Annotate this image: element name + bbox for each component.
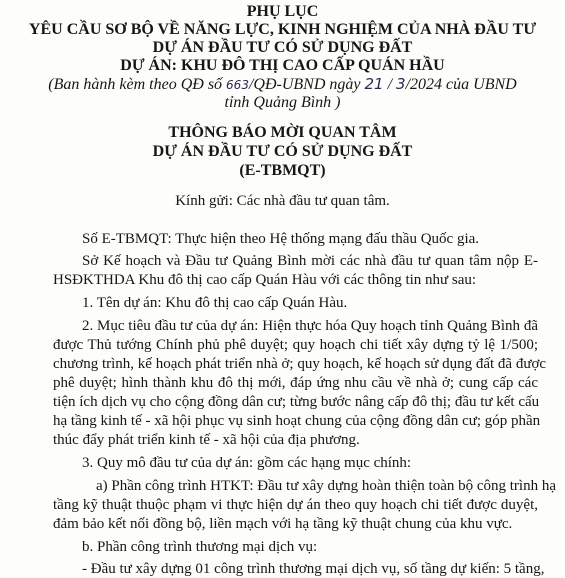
greeting: Kính gửi: Các nhà đầu tư quan tâm. [175, 193, 390, 209]
item-2-line-1: 2. Mục tiêu đầu tư của dự án: Hiện thực hóa Quy hoạch tỉnh Quảng Bình đã [82, 318, 538, 334]
item-3: 3. Quy mô đầu tư của dự án: gồm các hạng mục chính: [82, 455, 412, 471]
item-3a-line-3: đảm bảo kết nối đồng bộ, liền mạch với hạ tầng kỹ thuật chung của khu vực. [53, 516, 513, 532]
item-2-line-3: chương trình, kế hoạch phát triển nhà ở; quy hoạch, kế hoạch sử dụng đất đã được [53, 356, 547, 372]
decision-month: 3 [396, 75, 406, 93]
title-line-2: DỰ ÁN ĐẦU TƯ CÓ SỬ DỤNG ĐẤT [152, 39, 413, 56]
item-2-line-7: thúc đẩy phát triển kinh tế - xã hội của địa phương. [53, 432, 360, 448]
item-2-line-2: được Thủ tướng Chính phủ phê duyệt; quy hoạch chi tiết xây dựng tỷ lệ 1/500; [53, 337, 538, 353]
item-2-line-6: hạ tầng kinh tế - xã hội phục vụ sinh hoạt chung của cộng đồng dân cư; góp phần [53, 413, 541, 429]
attachment-year: /2024 của UBND [405, 76, 517, 93]
intro-line-1: Sở Kế hoạch và Đầu tư Quảng Bình mời các nhà đầu tư quan tâm nộp E- [82, 253, 538, 269]
attachment-prefix: (Ban hành kèm theo QĐ số [48, 76, 227, 93]
item-2-line-4: phê duyệt; hình thành khu đô thị mới, đáp ứng nhu cầu về nhà ở; cung cấp các [53, 375, 538, 391]
notice-title-3: (E-TBMQT) [239, 162, 326, 179]
item-1: 1. Tên dự án: Khu đô thị cao cấp Quán Hàu. [82, 295, 348, 311]
notice-title-1: THÔNG BÁO MỜI QUAN TÂM [168, 124, 397, 141]
attachment-mid: /QĐ-UBND ngày [248, 76, 365, 93]
notice-title-2: DỰ ÁN ĐẦU TƯ CÓ SỬ DỤNG ĐẤT [152, 143, 413, 160]
item-3b-line-1: - Đầu tư xây dựng 01 công trình thương mại dịch vụ, số tầng dự kiến: 5 tầng, [82, 561, 545, 577]
project-line: DỰ ÁN: KHU ĐÔ THỊ CAO CẤP QUÁN HẦU [120, 57, 445, 74]
decision-day: 21 [364, 75, 384, 93]
attachment-line-2: tỉnh Quảng Bình ) [224, 94, 341, 111]
item-2-line-5: tiện ích dịch vụ cho cộng đồng dân cư; từng bước nâng cấp đô thị; đầu tư kết cấu [53, 394, 540, 410]
etbmqt-line: Số E-TBMQT: Thực hiện theo Hệ thống mạng đấu thầu Quốc gia. [82, 231, 480, 247]
decision-number: 663 [226, 78, 249, 92]
title-line-1: YÊU CẦU SƠ BỘ VỀ NĂNG LỰC, KINH NGHIỆM CỦA NHÀ ĐẦU TƯ [28, 21, 537, 38]
item-3a-line-1: a) Phần công trình HTKT: Đầu tư xây dựng hoàn thiện toàn bộ công trình hạ [96, 478, 556, 494]
item-3a-line-2: tầng kỹ thuật thuộc phạm vi thực hiện dự án theo quy hoạch chi tiết được duyệt, [53, 497, 538, 513]
intro-line-2: HSĐKTHDA Khu đô thị cao cấp Quán Hàu với các thông tin như sau: [53, 272, 477, 288]
attachment-line: (Ban hành kèm theo QĐ số 663/QĐ-UBND ngày 21 / 3/2024 của UBND [48, 75, 517, 93]
item-3b: b. Phần công trình thương mại dịch vụ: [82, 539, 318, 555]
appendix-label: PHỤ LỤC [246, 3, 319, 20]
